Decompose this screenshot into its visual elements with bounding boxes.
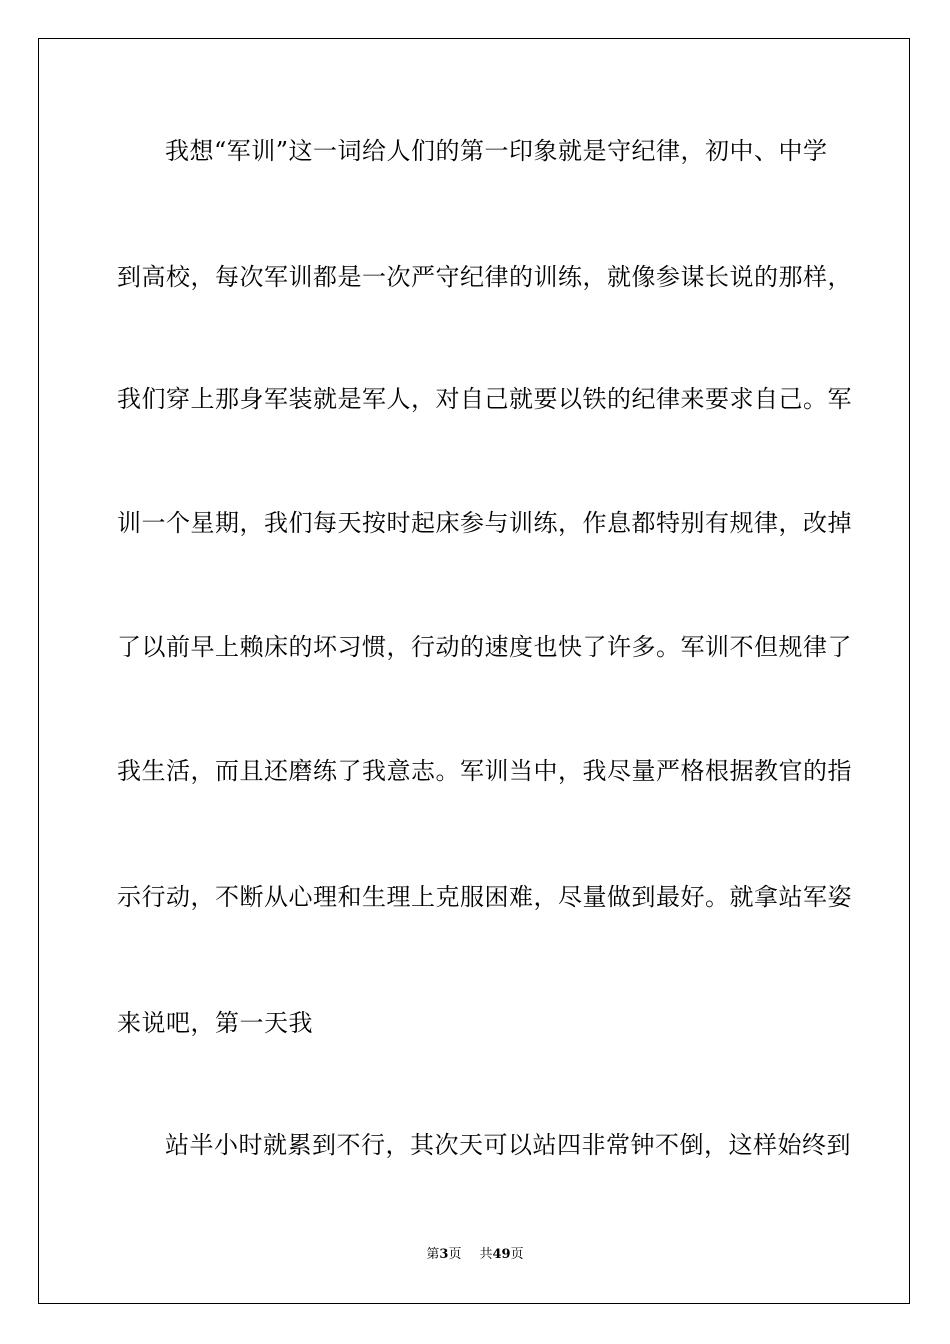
page-footer xyxy=(0,1246,950,1264)
paragraph-1-line-5: 了以前早上赖床的坏习惯，行动的速度也快了许多。军训不但规律了 xyxy=(117,633,852,661)
paragraph-1-line-7: 示行动，不断从心理和生理上克服困难，尽量做到最好。就拿站军姿 xyxy=(117,883,852,911)
paragraph-1-line-2: 到高校，每次军训都是一次严守纪律的训练，就像参谋长说的那样， xyxy=(117,263,852,291)
paragraph-1-line-3: 我们穿上那身军装就是军人，对自己就要以铁的纪律来要求自己。军 xyxy=(117,385,852,413)
footer-page-prefix: 第 xyxy=(426,1247,440,1262)
footer-page-suffix: 页 xyxy=(448,1247,462,1262)
footer-page-total: 49 xyxy=(492,1247,511,1262)
paragraph-1-line-8: 来说吧，第一天我 xyxy=(117,1009,313,1037)
footer-total-prefix: 共 xyxy=(479,1247,493,1262)
footer-page-current: 3 xyxy=(439,1247,449,1262)
paragraph-1-line-1: 我想“军训”这一词给人们的第一印象就是守纪律，初中、中学 xyxy=(165,137,828,165)
paragraph-1-line-6: 我生活，而且还磨练了我意志。军训当中，我尽量严格根据教官的指 xyxy=(117,757,852,785)
paragraph-2-line-1: 站半小时就累到不行，其次天可以站四非常钟不倒，这样始终到 xyxy=(165,1131,851,1159)
page-border xyxy=(38,38,910,1304)
paragraph-1-line-4: 训一个星期，我们每天按时起床参与训练，作息都特别有规律，改掉 xyxy=(117,509,852,537)
footer-total-suffix: 页 xyxy=(510,1247,524,1262)
